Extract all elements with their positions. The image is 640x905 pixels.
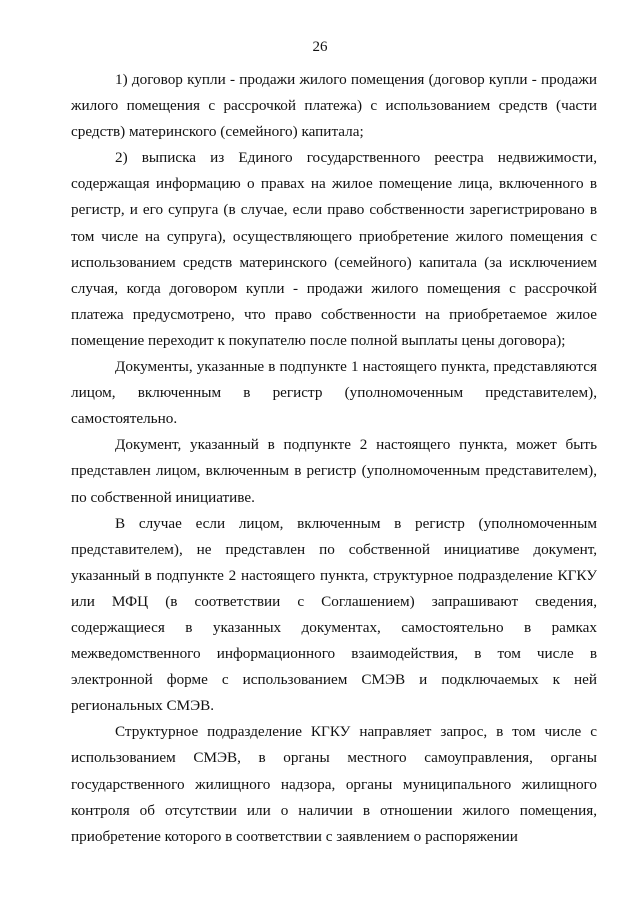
paragraph-interagency-request: В случае если лицом, включенным в регистр (уполномоченным представителем), не представлен по собственной инициативе документ, указанный в подпункте 2 настоящего пункта, структурное подразделение КГКУ или МФЦ (в соответствии с Соглашением) запрашивают сведения, содержащиеся в указанных документах, самостоятельно в рамках межведомственного информационного взаимодействия, в том числе в электронной форме с использованием СМЭВ и подключаемых к ней региональных СМЭВ.: [71, 514, 597, 715]
paragraph-subitem-2: 2) выписка из Единого государственного реестра недвижимости, содержащая информацию о правах на жилое помещение лица, включенного в регистр, и его супруга (в случае, если право собственности зарегистрировано в том числе на супруга), осуществляющего приобретение жилого помещения с использованием средств материнского (семейного) капитала (за исключением случая, когда договором купли - продажи жилого помещения с рассрочкой платежа предусмотрено, что право собственности на приобретаемое жилое помещение переходит к покупателю после полной выплаты цены договора);: [71, 149, 597, 349]
paragraph-subitem-1: 1) договор купли - продажи жилого помещения (договор купли - продажи жилого помещения с рассрочкой платежа) с использованием средств (части средств) материнского (семейного) капитала;: [71, 71, 597, 141]
page-content: [71, 67, 597, 850]
paragraph-document-subitem-2: Документ, указанный в подпункте 2 настоящего пункта, может быть представлен лицом, включенным в регистр (уполномоченным представителем), по собственной инициативе.: [71, 436, 597, 506]
paragraph-kgku-request: Структурное подразделение КГКУ направляет запрос, в том числе с использованием СМЭВ, в органы местного самоуправления, органы государственного жилищного надзора, органы муниципального жилищного контроля об отсутствии или о наличии в отношении жилого помещения, приобретение которого в соответствии с заявлением о распоряжении: [71, 723, 597, 845]
page-number: 26: [312, 39, 328, 55]
paragraph-documents-subitem-1: Документы, указанные в подпункте 1 настоящего пункта, представляются лицом, включенным в регистр (уполномоченным представителем), самостоятельно.: [71, 358, 597, 428]
